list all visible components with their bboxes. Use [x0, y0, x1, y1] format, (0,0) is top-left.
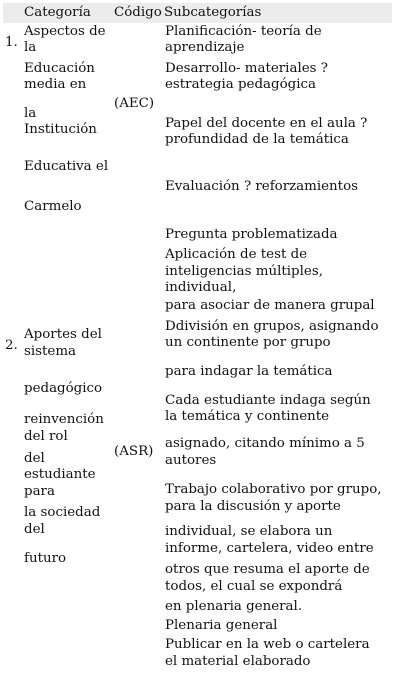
subcategory-line: Papel del docente en el aula ? — [165, 116, 368, 131]
category-line: la — [24, 40, 37, 55]
category-line: pedagógico — [24, 381, 103, 396]
category-line: la — [24, 106, 37, 121]
category-line: del — [24, 522, 45, 537]
subcategory-line: Publicar en la web o cartelera — [165, 637, 370, 652]
subcategory-line: Planificación- teoría de — [165, 24, 322, 39]
subcategory-line: asignado, citando mínimo a 5 — [165, 436, 365, 451]
subcategory-line: profundidad de la temática — [165, 132, 349, 147]
subcategory-line: para indagar la temática — [165, 364, 333, 379]
category-line: del rol — [24, 429, 68, 444]
subcategory-line: en plenaria general. — [165, 599, 303, 614]
subcategory-line: Evaluación ? reforzamientos — [165, 179, 359, 194]
header-codigo: Código — [114, 5, 162, 20]
subcategory-line: inteligencias múltiples, — [165, 264, 323, 279]
category-line: del — [24, 451, 45, 466]
subcategory-line: aprendizaje — [165, 40, 245, 55]
subcategory-line: informe, cartelera, video entre — [165, 541, 374, 556]
subcategory-line: Desarrollo- materiales ? — [165, 61, 328, 76]
category-line: Educativa el — [24, 159, 109, 174]
subcategory-line: todos, el cual se expondrá — [165, 579, 343, 594]
subcategory-line: Trabajo colaborativo por grupo, — [165, 482, 382, 497]
category-line: la sociedad — [24, 505, 101, 520]
row-number: 1. — [5, 35, 18, 50]
subcategory-line: para asociar de manera grupal — [165, 298, 375, 313]
subcategory-line: para la discusión y aporte — [165, 499, 341, 514]
category-line: Aspectos de — [24, 24, 106, 39]
subcategory-line: Plenaria general — [165, 618, 278, 633]
header-subcategorias: Subcategorías — [164, 5, 262, 20]
category-line: sistema — [24, 344, 77, 359]
category-line: media en — [24, 77, 87, 92]
category-line: Educación — [24, 61, 95, 76]
subcategory-line: un continente por grupo — [165, 335, 331, 350]
subcategory-line: el material elaborado — [165, 654, 311, 669]
subcategory-line: Pregunta problematizada — [165, 227, 338, 242]
subcategory-line: Ddivisión en grupos, asignando — [165, 319, 379, 334]
category-line: futuro — [24, 551, 67, 566]
category-line: reinvención — [24, 412, 104, 427]
subcategory-line: Aplicación de test de — [165, 247, 308, 262]
category-line: Institución — [24, 122, 97, 137]
category-line: para — [24, 484, 55, 499]
row-code: (AEC) — [114, 96, 155, 111]
header-categoria: Categoría — [24, 5, 91, 20]
subcategory-line: autores — [165, 453, 217, 468]
row-code: (ASR) — [114, 444, 154, 459]
subcategory-line: individual, se elabora un — [165, 524, 333, 539]
subcategory-line: la temática y continente — [165, 409, 330, 424]
subcategory-line: individual, — [165, 280, 237, 295]
subcategory-line: otros que resuma el aporte de — [165, 562, 370, 577]
category-line: Carmelo — [24, 199, 82, 214]
category-line: Aportes del — [24, 327, 102, 342]
row-number: 2. — [5, 338, 18, 353]
subcategory-line: Cada estudiante indaga según — [165, 393, 371, 408]
subcategory-line: estrategia pedagógica — [165, 77, 316, 92]
category-line: estudiante — [24, 467, 96, 482]
